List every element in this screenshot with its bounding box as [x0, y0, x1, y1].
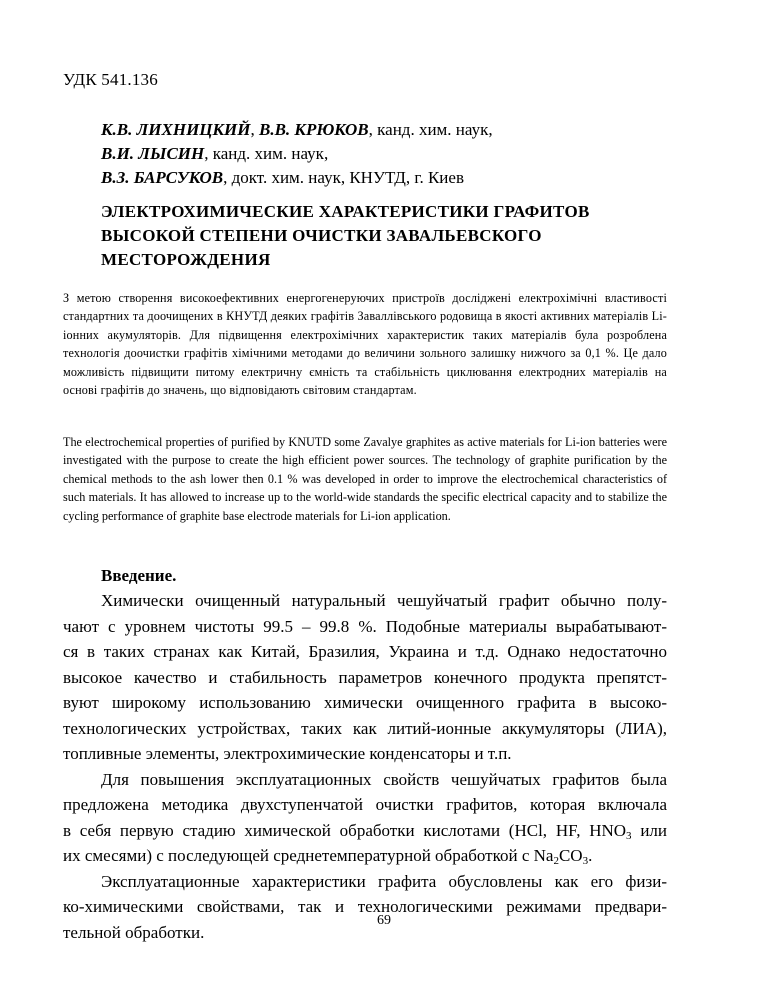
- text-line: чают с уровнем чистоты 99.5 – 99.8 %. Подобные материалы вырабатывают-: [63, 616, 667, 636]
- paper-title: [101, 200, 661, 272]
- author-name: В.З. БАРСУКОВ: [101, 168, 224, 187]
- text-fragment: CO: [558, 846, 583, 865]
- author-line-1: [101, 118, 493, 142]
- subscript-3: 3: [582, 855, 589, 867]
- text-line: топливные элементы, электрохимические конденсаторы и т.п.: [63, 744, 512, 763]
- author-name: В.И. ЛЫСИН: [101, 144, 205, 163]
- author-separator: ,: [204, 144, 213, 163]
- text-line: Эксплуатационные характеристики графита обусловлены как его физи-: [101, 871, 667, 891]
- author-line-2: [101, 142, 493, 166]
- subscript-3: 3: [626, 829, 632, 842]
- author-separator: ,: [368, 120, 378, 139]
- author-line-3: [101, 166, 493, 190]
- title-line: МЕСТОРОЖДЕНИЯ: [101, 250, 271, 269]
- text-line: ко-химическими свойствами, так и технологическими режимами предвари-: [63, 897, 667, 916]
- page-number: 69: [377, 913, 391, 928]
- author-separator: ,: [223, 168, 232, 187]
- author-separator: ,: [250, 120, 259, 139]
- text-fragment: их смесями) с последующей среднетемпературной обработкой с Na: [63, 846, 554, 865]
- text-line: тельной обработки.: [63, 922, 205, 942]
- text-fragment: в себя первую стадию химической обработки кислотами (HCl, HF, HNO: [63, 820, 627, 840]
- author-degree: канд. хим. наук,: [377, 120, 493, 139]
- text-line: ся в таких странах как Китай, Бразилия, Украина и т.д. Однако недостаточно: [63, 642, 667, 661]
- text-line: Для повышения эксплуатационных свойств чешуйчатых графитов была: [101, 769, 667, 789]
- paragraph-2: [63, 767, 667, 869]
- text-line: высокое качество и стабильность параметров конечного продукта препятст-: [63, 667, 667, 687]
- text-line: предложена методика двухступенчатой очистки графитов, которая включала: [63, 795, 667, 814]
- author-degree: докт. хим. наук, КНУТД, г. Киев: [231, 168, 464, 187]
- subscript-2: 2: [553, 855, 559, 867]
- paragraph-3: [63, 869, 667, 946]
- author-degree: канд. хим. наук,: [212, 144, 329, 163]
- udk-code: УДК 541.136: [63, 70, 158, 89]
- text-line: технологических устройствах, таких как литий-ионные аккумуляторы (ЛИА),: [63, 718, 667, 738]
- title-line: ЭЛЕКТРОХИМИЧЕСКИЕ ХАРАКТЕРИСТИКИ ГРАФИТОВ: [101, 202, 590, 221]
- text-line: Химически очищенный натуральный чешуйчатый графит обычно полу-: [101, 591, 667, 610]
- abstract-english: The electrochemical properties of purified by KNUTD some Zavalye graphites as active materials for Li-ion batteries were investigated with the purpose to create the high efficient power sources. The technology of graphite purification by the chemical methods to the ash lower then 0.1 % was developed in order to improve the electrochemical characteristics of such materials. It has allowed to increase up to the world-wide standards the specific electrical capacity and to stabilize the cycling performance of graphite base electrode materials for Li-ion application.: [63, 435, 667, 523]
- abstract-ukrainian: З метою створення високоефективних енергогенеруючих пристроїв досліджені електрохімічні властивості стандартних та доочищених в КНУТД деяких графітів Заваллівського родовища в якості активних матеріалів Li-іонних акумуляторів. Для підвищення електрохімічних характеристик таких матеріалів була розроблена технологія доочистки графітів хімічними методами до величини зольного залишку нижчого за 0,1 %. Це дало можливість підвищити питому електричну ємність та стабільність циклювання електродних матеріалів на основі графітів до значень, що відповідають світовим стандартам.: [63, 291, 667, 398]
- text-line-formula-hno3: [63, 818, 667, 844]
- author-name: К.В. ЛИХНИЦКИЙ: [101, 120, 251, 139]
- body-text: [63, 588, 667, 945]
- text-fragment: .: [588, 846, 593, 865]
- text-fragment: или: [631, 820, 667, 840]
- section-heading-introduction: Введение.: [101, 566, 177, 585]
- author-list: [101, 118, 493, 190]
- text-line-formula-na2co3: [63, 843, 667, 869]
- author-name: В.В. КРЮКОВ: [259, 120, 369, 139]
- title-line: ВЫСОКОЙ СТЕПЕНИ ОЧИСТКИ ЗАВАЛЬЕВСКОГО: [101, 226, 542, 245]
- text-line: вуют широкому использованию химически очищенного графита в высоко-: [63, 693, 667, 712]
- paragraph-1: [63, 588, 667, 767]
